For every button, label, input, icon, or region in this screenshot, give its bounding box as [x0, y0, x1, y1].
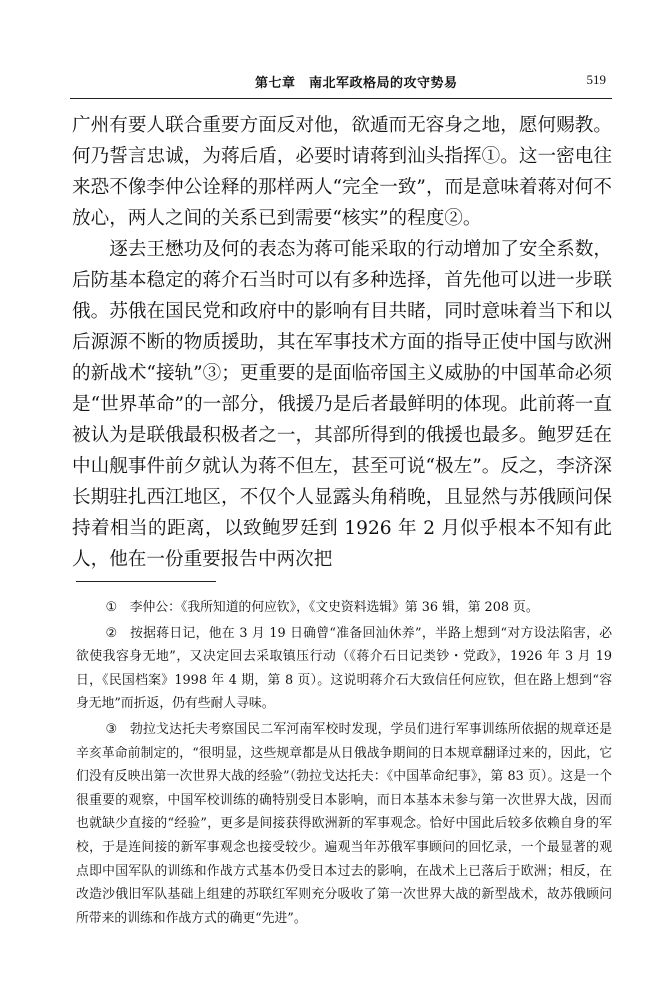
footnote-marker: ② — [105, 625, 117, 641]
footnote-3 — [76, 718, 612, 930]
header-rule — [70, 98, 612, 99]
footnote-text: 勃拉戈达托夫考察国民二军河南军校时发现，学员们进行军事训练所依据的规章还是辛亥革命前制定的，“很明显，这些规章都是从日俄战争期间的日本规章翻译过来的，因此，它们没有反映出第一次世界大战的经验”（勃拉戈达托夫：《中国革命纪事》，第 83 页）。这是一个很重要的观察，中国军校训练的确特别受日本影响，而日本基本未参与第一次世界大战，因而也就缺少直接的“经验”，更多是间接获得欧洲新的军事观念。恰好中国此后较多依赖自身的军校，于是连间接的新军事观念也接受较少。遍观当年苏俄军事顾问的回忆录，一个最显著的观点即中国军队的训练和作战方式基本仍受日本过去的影响，在战术上已落后于欧洲；相反，在改造沙俄旧军队基础上组建的苏联红军则充分吸收了第一次世界大战的新型战术，故苏俄顾问所带来的训练和作战方式的确更“先进”。 — [76, 721, 612, 926]
footnote-marker: ③ — [105, 721, 117, 737]
running-header — [70, 72, 610, 94]
footnote-marker: ① — [105, 600, 117, 615]
footnote-separator — [76, 581, 216, 582]
paragraph-continued: 广州有要人联合重要方面反对他，欲遁而无容身之地，愿何赐教。何乃誓言忠诚，为蒋后盾，必要时请蒋到汕头指挥①。这一密电往来恐不像李仲公诠释的那样两人“完全一致”，而是意味着蒋对何不放心，两人之间的关系已到需要“核实”的程度②。 — [72, 115, 612, 229]
main-text — [72, 110, 612, 575]
footnote-text: 按据蒋日记，他在 3 月 19 日确曾“准备回汕休养”，半路上想到“对方设法陷害，必欲使我容身无地”，又决定回去采取镇压行动（《蒋介石日记类钞・党政》，1926 年 3 月 19 日，《民国档案》1998 年 4 期，第 8 页）。这说明蒋介石大致信任何应钦，但在路上想到“容身无地”而折返，仍有些耐人寻味。 — [76, 625, 612, 712]
footnote-1 — [76, 596, 612, 620]
footnote-text: 李仲公：《我所知道的何应钦》，《文史资料选辑》第 36 辑，第 208 页。 — [129, 600, 539, 615]
page-number: 519 — [586, 72, 606, 87]
footnote-2 — [76, 622, 612, 716]
chapter-title: 第七章 南北军政格局的攻守势易 — [255, 76, 458, 91]
paragraph: 逐去王懋功及何的表态为蒋可能采取的行动增加了安全系数，后防基本稳定的蒋介石当时可以有多种选择，首先他可以进一步联俄。苏俄在国民党和政府中的影响有目共睹，同时意味着当下和以后源源不断的物质援助，其在军事技术方面的指导正使中国与欧洲的新战术“接轨”③；更重要的是面临帝国主义威胁的中国革命必须是“世界革命”的一部分，俄援乃是后者最鲜明的体现。此前蒋一直被认为是联俄最积极者之一，其部所得到的俄援也最多。鲍罗廷在中山舰事件前夕就认为蒋不但左，甚至可说“极左”。反之，李济深长期驻扎西江地区，不仅个人显露头角稍晚，且显然与苏俄顾问保持着相当的距离，以致鲍罗廷到 1926 年 2 月似乎根本不知有此人，他在一份重要报告中两次把 — [72, 239, 612, 570]
footnotes — [76, 596, 612, 932]
